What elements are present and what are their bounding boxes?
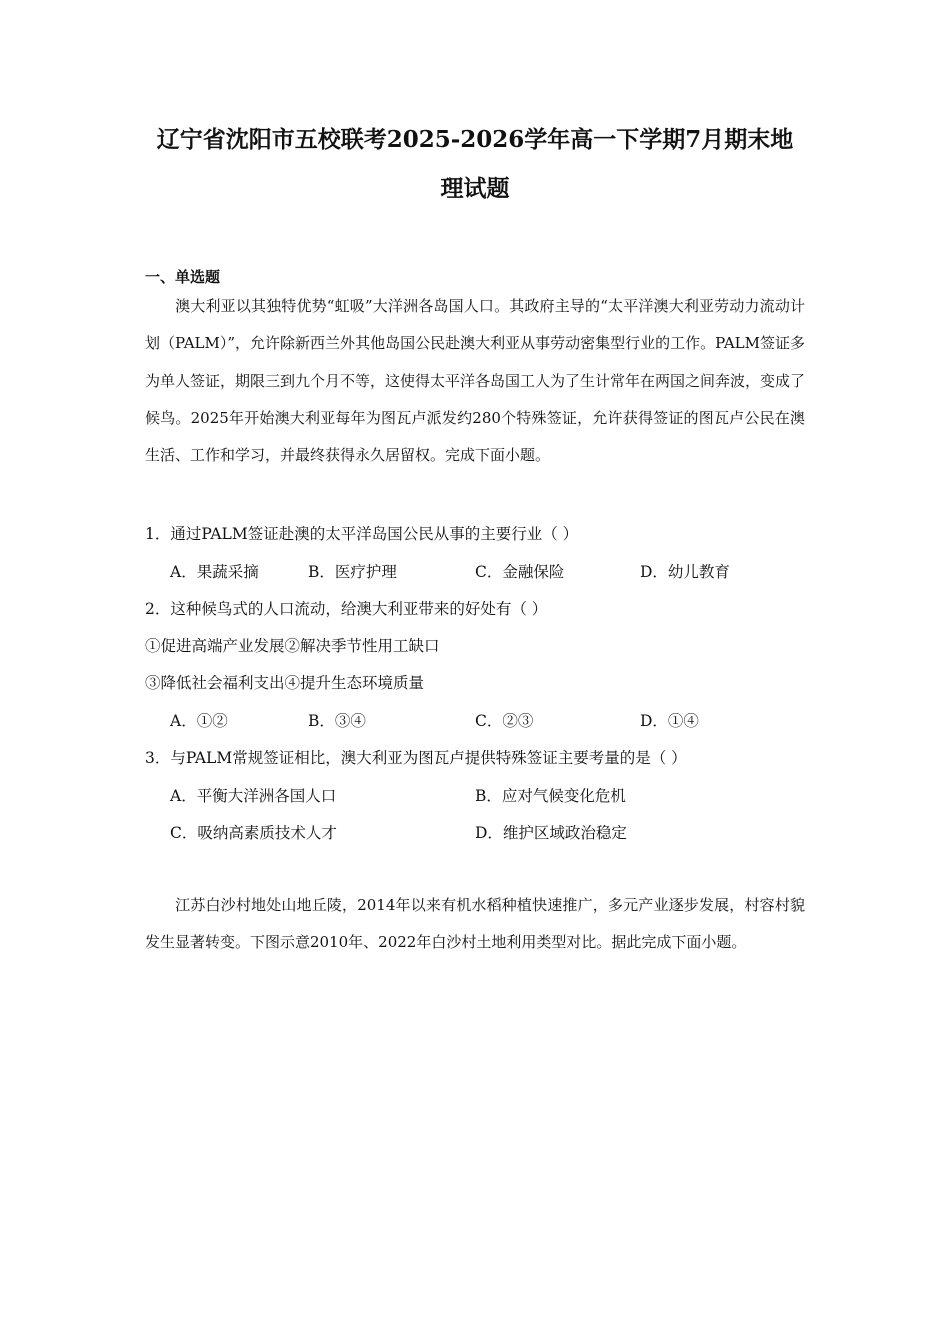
question-3-option-b: B．应对气候变化危机 <box>475 787 626 805</box>
question-3-option-d: D．维护区域政治稳定 <box>475 824 627 842</box>
material-paragraph-1 <box>145 288 805 474</box>
question-2-stem: 2．这种候鸟式的人口流动，给澳大利亚带来的好处有（ ） <box>145 600 548 618</box>
section-heading: 一、单选题 <box>145 268 221 286</box>
question-2-option-b: B．③④ <box>308 712 366 730</box>
question-2-option-c: C．②③ <box>475 712 534 730</box>
question-1-stem: 1．通过PALM签证赴澳的太平洋岛国公民从事的主要行业（ ） <box>145 525 579 543</box>
question-3-option-a: A．平衡大洋洲各国人口 <box>170 787 337 805</box>
material-2-text: 江苏白沙村地处山地丘陵，2014年以来有机水稻种植快速推广，多元产业逐步发展，村容村貌发生显著转变。下图示意2010年、2022年白沙村土地利用类型对比。据此完成下面小题。 <box>145 896 805 952</box>
question-3-option-c: C．吸纳高素质技术人才 <box>170 824 337 842</box>
material-paragraph-2 <box>145 887 805 962</box>
question-2-statements-1: ①促进高端产业发展②解决季节性用工缺口 <box>145 637 440 655</box>
question-2-option-d: D．①④ <box>640 712 699 730</box>
material-1-text: 澳大利亚以其独特优势“虹吸”大洋洲各岛国人口。其政府主导的“太平洋澳大利亚劳动力流动计划（PALM）”，允许除新西兰外其他岛国公民赴澳大利亚从事劳动密集型行业的工作。PALM签证多为单人签证，期限三到九个月不等，这使得太平洋各岛国工人为了生计常年在两国之间奔波，变成了候鸟。2025年开始澳大利亚每年为图瓦卢派发约280个特殊签证，允许获得签证的图瓦卢公民在澳生活、工作和学习，并最终获得永久居留权。完成下面小题。 <box>145 297 806 465</box>
question-1-option-d: D．幼儿教育 <box>640 563 730 581</box>
question-1-option-c: C．金融保险 <box>475 563 565 581</box>
question-3-stem: 3．与PALM常规签证相比，澳大利亚为图瓦卢提供特殊签证主要考量的是（ ） <box>145 749 687 767</box>
question-2-option-a: A．①② <box>170 712 228 730</box>
question-1-option-b: B．医疗护理 <box>308 563 397 581</box>
document-title-line-2: 理试题 <box>440 175 510 202</box>
question-1-option-a: A．果蔬采摘 <box>170 563 259 581</box>
question-2-statements-2: ③降低社会福利支出④提升生态环境质量 <box>145 674 425 692</box>
document-title-line-1: 辽宁省沈阳市五校联考2025-2026学年高一下学期7月期末地 <box>156 126 794 153</box>
